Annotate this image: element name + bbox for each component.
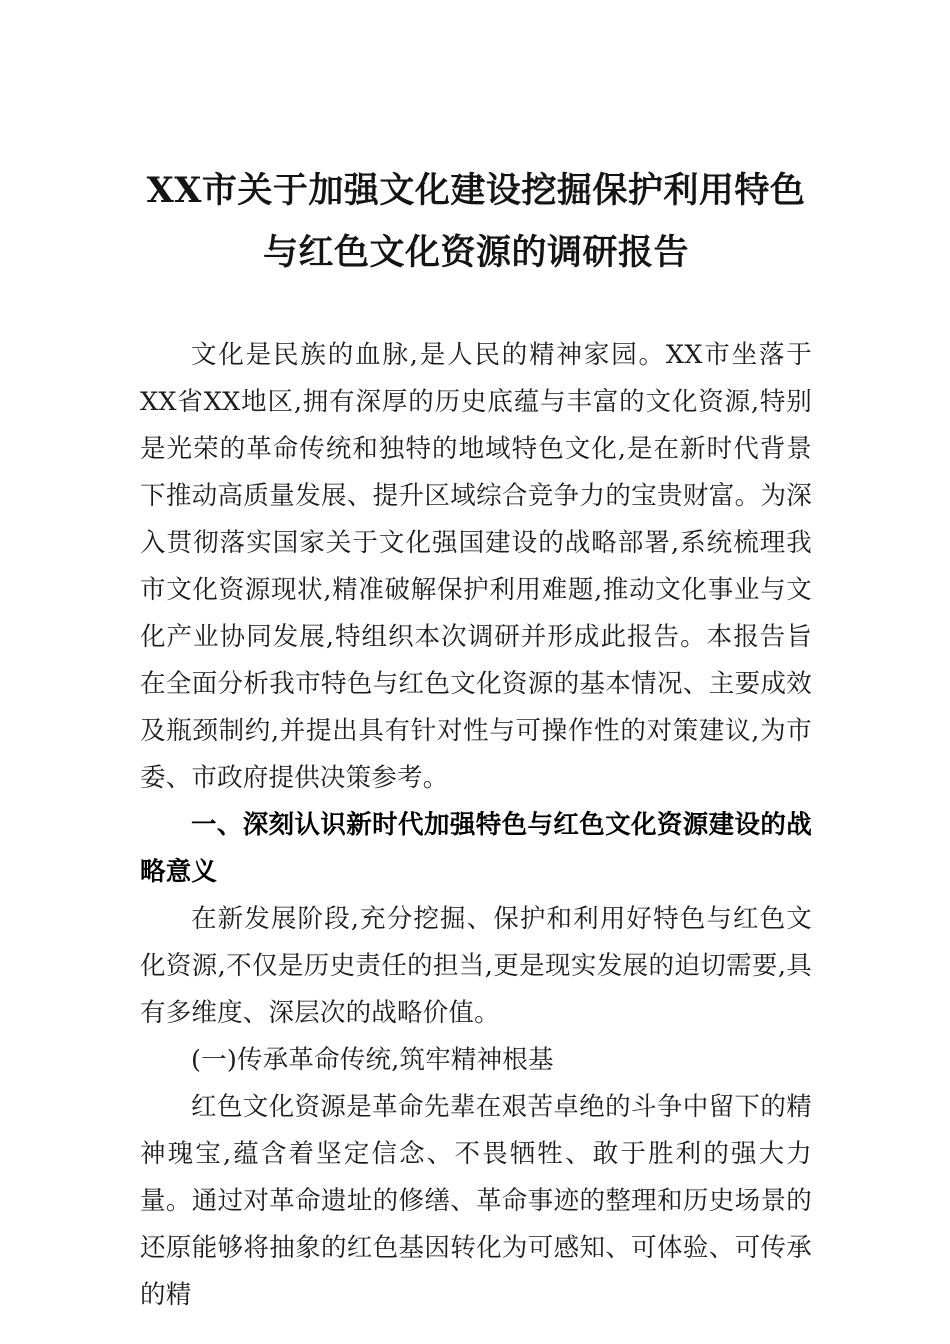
subsection-heading-1-1: (一)传承革命传统,筑牢精神根基 bbox=[191, 1045, 554, 1075]
intro-paragraph: 文化是民族的血脉,是人民的精神家园。XX市坐落于XX省XX地区,拥有深厚的历史底蕴与丰富的文化资源,特别是光荣的革命传统和独特的地域特色文化,是在新时代背景下推动高质量发展、提升区域综合竞争力的宝贵财富。为深入贯彻落实国家关于文化强国建设的战略部署,系统梳理我市文化资源现状,精准破解保护利用难题,推动文化事业与文化产业协同发展,特组织本次调研并形成此报告。本报告旨在全面分析我市特色与红色文化资源的基本情况、主要成效及瓶颈制约,并提出具有针对性与可操作性的对策建议,为市委、市政府提供决策参考。 bbox=[140, 340, 812, 793]
page-content-column bbox=[140, 0, 812, 1319]
subsection-1-1-paragraph: 红色文化资源是革命先辈在艰苦卓绝的斗争中留下的精神瑰宝,蕴含着坚定信念、不畏牺牲、敢于胜利的强大力量。通过对革命遗址的修缮、革命事迹的整理和历史场景的还原能够将抽象的红色基因转化为可感知、可体验、可传承的精 bbox=[140, 1092, 812, 1310]
section-1-intro-paragraph: 在新发展阶段,充分挖掘、保护和利用好特色与红色文化资源,不仅是历史责任的担当,更是现实发展的迫切需要,具有多维度、深层次的战略价值。 bbox=[140, 904, 812, 1028]
document-title: XX市关于加强文化建设挖掘保护利用特色与红色文化资源的调研报告 bbox=[146, 170, 806, 273]
section-heading-1: 一、深刻认识新时代加强特色与红色文化资源建设的战略意义 bbox=[140, 810, 812, 887]
